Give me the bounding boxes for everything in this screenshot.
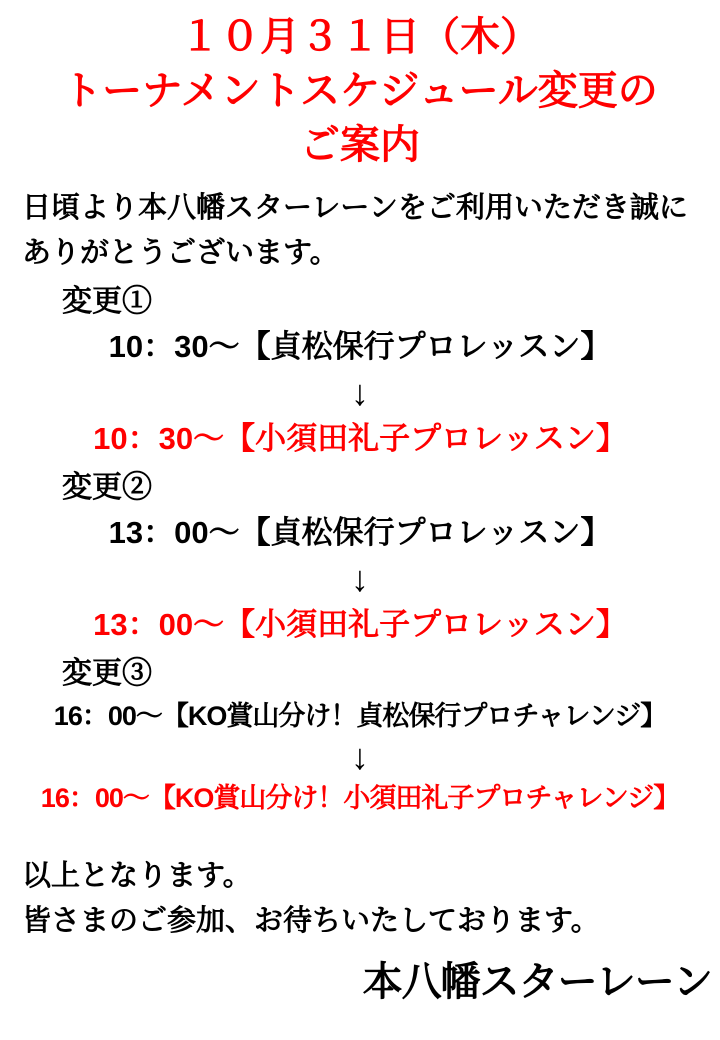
change-1-before: 10：30～【貞松保行プロレッスン】	[108, 329, 612, 364]
change-section-1	[0, 280, 720, 462]
change-3-before: 16：00～【KO賞山分け！貞松保行プロチャレンジ】	[53, 701, 667, 731]
title-line-2: トーナメントスケジュール変更の	[62, 69, 658, 113]
down-arrow-icon: ↓	[351, 558, 369, 599]
change-1-after: 10：30～【小須田礼子プロレッスン】	[93, 421, 627, 456]
change-2-after: 13：00～【小須田礼子プロレッスン】	[93, 607, 627, 642]
intro-line-2: ありがとうございます。	[22, 237, 339, 269]
down-arrow-icon: ↓	[351, 736, 369, 777]
closing-line-1: 以上となります。	[22, 860, 252, 892]
down-arrow-icon: ↓	[351, 372, 369, 413]
change-2-before: 13：00～【貞松保行プロレッスン】	[108, 515, 612, 550]
change-section-2	[0, 466, 720, 648]
closing-line-2: 皆さまのご参加、お待ちいたしております。	[22, 905, 600, 937]
title-line-1: １０月３１日（木）	[180, 15, 540, 59]
change-section-3	[0, 652, 720, 818]
change-2-label: 変更②	[62, 471, 152, 504]
closing-text	[22, 854, 706, 944]
venue-name: 本八幡スターレーン	[362, 960, 712, 1004]
intro-line-1: 日頃より本八幡スターレーンをご利用いただき誠に	[22, 192, 688, 224]
change-3-after: 16：00～【KO賞山分け！小須田礼子プロチャレンジ】	[40, 783, 680, 813]
page-title	[0, 0, 720, 172]
intro-text	[22, 186, 706, 276]
title-line-3: ご案内	[300, 123, 420, 167]
change-3-label: 変更③	[62, 657, 152, 690]
change-1-label: 変更①	[62, 285, 152, 318]
